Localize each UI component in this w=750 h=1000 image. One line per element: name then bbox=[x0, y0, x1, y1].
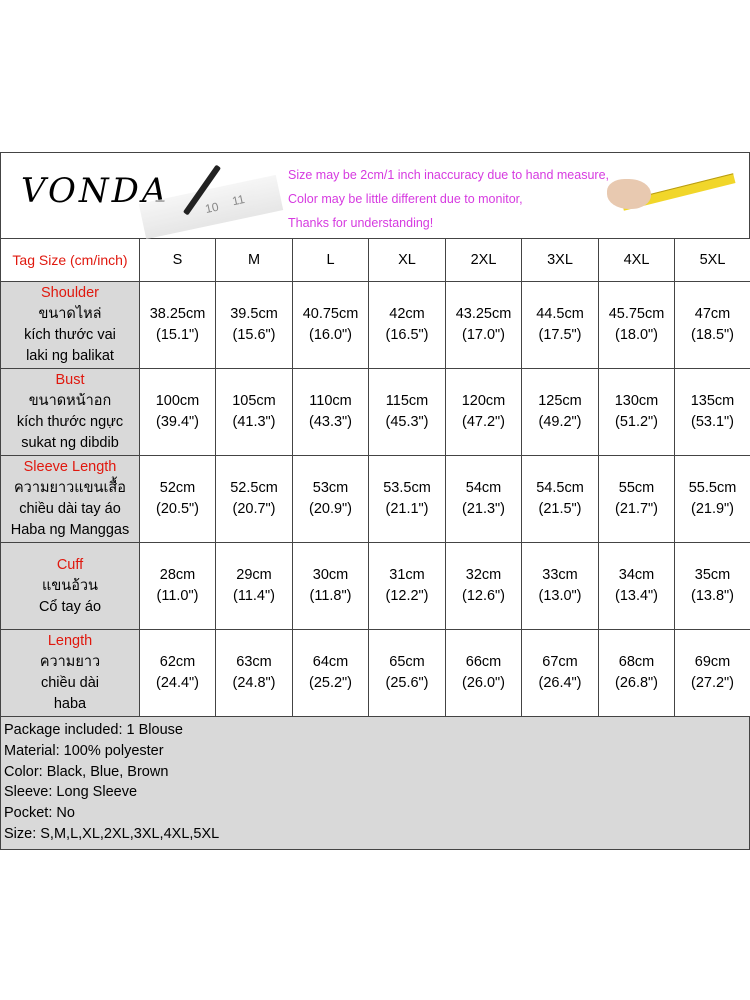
measurement-value bbox=[446, 630, 522, 717]
value-inch: (18.0") bbox=[614, 327, 659, 343]
value-inch: (27.2") bbox=[690, 675, 735, 691]
value-cm: 54.5cm bbox=[536, 480, 584, 496]
measurement-translation: Cổ tay áo bbox=[38, 598, 102, 615]
value-cm: 31cm bbox=[389, 567, 425, 583]
value-cm: 42cm bbox=[389, 306, 425, 322]
measurement-value bbox=[599, 630, 675, 717]
measurement-name: Cuff bbox=[56, 556, 84, 573]
measurement-name: Sleeve Length bbox=[23, 459, 117, 475]
value-cm: 28cm bbox=[159, 567, 196, 583]
value-cm: 45.75cm bbox=[608, 306, 665, 322]
measurement-row bbox=[1, 456, 750, 543]
size-header-cell: XL bbox=[369, 239, 446, 282]
measurement-name: Bust bbox=[55, 372, 85, 388]
measurement-value bbox=[446, 282, 522, 369]
value-inch: (17.5") bbox=[538, 327, 582, 343]
value-cm: 29cm bbox=[236, 567, 272, 583]
info-line: Color: Black, Blue, Brown bbox=[4, 763, 169, 780]
measurement-value bbox=[599, 456, 675, 543]
value-inch: (26.0") bbox=[461, 675, 506, 691]
size-header-row bbox=[1, 239, 750, 282]
value-cm: 100cm bbox=[155, 393, 200, 409]
value-cm: 55.5cm bbox=[688, 480, 737, 496]
value-inch: (53.1") bbox=[690, 414, 735, 430]
size-header-cell: 2XL bbox=[446, 239, 522, 282]
value-cm: 52cm bbox=[159, 480, 196, 496]
value-inch: (11.8") bbox=[309, 588, 352, 604]
measurement-value bbox=[675, 456, 750, 543]
value-inch: (20.9") bbox=[308, 501, 353, 517]
value-cm: 30cm bbox=[312, 567, 349, 583]
measurement-value bbox=[675, 630, 750, 717]
chart-header bbox=[0, 152, 750, 238]
note-line: Color may be little different due to monitor, bbox=[288, 192, 523, 206]
value-inch: (21.7") bbox=[614, 501, 659, 517]
product-info bbox=[0, 717, 750, 850]
value-inch: (21.5") bbox=[538, 501, 582, 517]
value-inch: (17.0") bbox=[461, 327, 506, 343]
measurement-value bbox=[522, 369, 599, 456]
value-inch: (13.8") bbox=[690, 588, 735, 604]
measurement-value bbox=[216, 630, 293, 717]
info-line: Sleeve: Long Sleeve bbox=[4, 784, 138, 801]
measurement-value bbox=[369, 543, 446, 630]
value-cm: 115cm bbox=[385, 393, 429, 409]
value-inch: (21.9") bbox=[690, 501, 735, 517]
measurement-translation: ขนาดหน้าอก bbox=[28, 393, 112, 409]
value-inch: (24.8") bbox=[232, 675, 276, 691]
measurement-translation: haba bbox=[53, 696, 87, 712]
size-chart bbox=[0, 152, 750, 850]
size-table bbox=[0, 238, 750, 717]
measurement-value bbox=[446, 456, 522, 543]
value-inch: (20.5") bbox=[155, 501, 200, 517]
value-inch: (43.3") bbox=[308, 414, 353, 430]
measurement-value bbox=[293, 456, 369, 543]
value-cm: 32cm bbox=[465, 567, 502, 583]
measurement-label bbox=[1, 456, 140, 543]
value-cm: 68cm bbox=[618, 654, 655, 670]
measurement-value bbox=[446, 543, 522, 630]
value-cm: 66cm bbox=[465, 654, 502, 670]
measurement-value bbox=[216, 456, 293, 543]
measurement-value bbox=[140, 456, 216, 543]
measurement-value bbox=[675, 369, 750, 456]
value-cm: 125cm bbox=[538, 393, 582, 409]
measurement-value bbox=[522, 543, 599, 630]
value-inch: (51.2") bbox=[614, 414, 659, 430]
measurement-notes bbox=[288, 163, 609, 235]
value-inch: (26.4") bbox=[538, 675, 582, 691]
value-inch: (20.7") bbox=[232, 501, 276, 517]
value-cm: 69cm bbox=[694, 654, 731, 670]
measurement-value bbox=[140, 543, 216, 630]
measurement-translation: แขนอ้วน bbox=[42, 577, 98, 594]
measurement-translation: ขนาดไหล่ bbox=[38, 306, 102, 322]
measurement-translation: chiều dài bbox=[40, 675, 100, 691]
measurement-translation: kích thước vai bbox=[24, 327, 116, 343]
measurement-translation: ความยาว bbox=[39, 654, 101, 670]
value-inch: (26.8") bbox=[614, 675, 659, 691]
value-cm: 38.25cm bbox=[149, 306, 206, 322]
measurement-value bbox=[293, 630, 369, 717]
value-inch: (15.1") bbox=[155, 327, 200, 343]
measuring-tape-icon bbox=[591, 157, 741, 233]
measurement-label bbox=[1, 282, 140, 369]
measurement-value bbox=[522, 282, 599, 369]
measurement-name: Length bbox=[47, 633, 93, 649]
measurement-label bbox=[1, 630, 140, 717]
measurement-row bbox=[1, 282, 750, 369]
brand-logo: VONDA bbox=[21, 171, 170, 211]
value-inch: (24.4") bbox=[155, 675, 200, 691]
measurement-value bbox=[140, 630, 216, 717]
value-inch: (45.3") bbox=[385, 414, 429, 430]
measurement-value bbox=[369, 369, 446, 456]
measurement-value bbox=[369, 630, 446, 717]
measurement-translation: chiều dài tay áo bbox=[19, 501, 121, 517]
value-inch: (21.3") bbox=[461, 501, 506, 517]
measurement-value bbox=[140, 282, 216, 369]
value-cm: 130cm bbox=[614, 393, 659, 409]
ruler-number: 10 bbox=[203, 199, 220, 217]
value-inch: (16.5") bbox=[385, 327, 429, 343]
measurement-value bbox=[599, 543, 675, 630]
value-cm: 40.75cm bbox=[302, 306, 359, 322]
measurement-value bbox=[522, 456, 599, 543]
value-cm: 105cm bbox=[232, 393, 276, 409]
measurement-value bbox=[599, 282, 675, 369]
measurement-value bbox=[369, 282, 446, 369]
value-inch: (15.6") bbox=[232, 327, 276, 343]
value-cm: 67cm bbox=[542, 654, 578, 670]
size-header-cell: 5XL bbox=[675, 239, 750, 282]
size-header-cell: L bbox=[293, 239, 369, 282]
value-inch: (12.2") bbox=[385, 588, 429, 604]
size-header-cell: M bbox=[216, 239, 293, 282]
value-inch: (49.2") bbox=[538, 414, 582, 430]
measurement-translation: kích thước ngực bbox=[16, 414, 124, 430]
value-cm: 120cm bbox=[461, 393, 506, 409]
value-cm: 62cm bbox=[159, 654, 196, 670]
note-line: Size may be 2cm/1 inch inaccuracy due to hand measure, bbox=[288, 168, 610, 182]
value-inch: (25.6") bbox=[385, 675, 429, 691]
measurement-name: Shoulder bbox=[40, 285, 100, 301]
value-cm: 54cm bbox=[465, 480, 502, 496]
measurement-row bbox=[1, 369, 750, 456]
value-cm: 39.5cm bbox=[230, 306, 278, 322]
size-header-cell: 4XL bbox=[599, 239, 675, 282]
measurement-value bbox=[293, 282, 369, 369]
value-inch: (47.2") bbox=[461, 414, 506, 430]
measurement-value bbox=[216, 369, 293, 456]
measurement-value bbox=[216, 282, 293, 369]
value-cm: 34cm bbox=[618, 567, 655, 583]
value-cm: 63cm bbox=[236, 654, 272, 670]
measurement-row bbox=[1, 630, 750, 717]
hand-icon bbox=[607, 179, 651, 209]
measurement-value bbox=[293, 369, 369, 456]
measurement-value bbox=[369, 456, 446, 543]
size-header-cell: 3XL bbox=[522, 239, 599, 282]
size-header-cell: S bbox=[140, 239, 216, 282]
value-inch: (13.4") bbox=[614, 588, 659, 604]
value-cm: 135cm bbox=[690, 393, 735, 409]
value-inch: (25.2") bbox=[308, 675, 353, 691]
info-line: Material: 100% polyester bbox=[4, 742, 164, 759]
value-cm: 64cm bbox=[312, 654, 349, 670]
measurement-label bbox=[1, 369, 140, 456]
info-line: Pocket: No bbox=[4, 805, 75, 822]
measurement-row bbox=[1, 543, 750, 630]
value-cm: 43.25cm bbox=[455, 306, 512, 322]
value-inch: (12.6") bbox=[461, 588, 506, 604]
note-line: Thanks for understanding! bbox=[288, 216, 434, 230]
measurement-value bbox=[216, 543, 293, 630]
value-cm: 44.5cm bbox=[536, 306, 584, 322]
value-cm: 53cm bbox=[312, 480, 349, 496]
value-cm: 65cm bbox=[389, 654, 425, 670]
tag-size-header: Tag Size (cm/inch) bbox=[1, 239, 140, 282]
measurement-value bbox=[293, 543, 369, 630]
measurement-label bbox=[1, 543, 140, 630]
measurement-translation: sukat ng dibdib bbox=[21, 435, 119, 451]
value-inch: (16.0") bbox=[308, 327, 353, 343]
value-cm: 47cm bbox=[694, 306, 731, 322]
measurement-value bbox=[675, 543, 750, 630]
value-cm: 33cm bbox=[542, 567, 578, 583]
value-inch: (18.5") bbox=[690, 327, 735, 343]
measurement-value bbox=[446, 369, 522, 456]
value-cm: 55cm bbox=[618, 480, 655, 496]
measurement-translation: Haba ng Manggas bbox=[10, 522, 130, 538]
measurement-value bbox=[522, 630, 599, 717]
value-inch: (11.0") bbox=[156, 588, 199, 604]
measurement-value bbox=[599, 369, 675, 456]
measurement-translation: laki ng balikat bbox=[26, 348, 114, 364]
value-inch: (21.1") bbox=[385, 501, 429, 517]
value-cm: 35cm bbox=[694, 567, 731, 583]
measurement-value bbox=[675, 282, 750, 369]
measurement-value bbox=[140, 369, 216, 456]
measurement-translation: ความยาวแขนเสื้อ bbox=[13, 480, 126, 496]
value-inch: (13.0") bbox=[538, 588, 582, 604]
value-inch: (39.4") bbox=[155, 414, 200, 430]
value-cm: 52.5cm bbox=[230, 480, 278, 496]
value-cm: 53.5cm bbox=[383, 480, 431, 496]
value-inch: (11.4") bbox=[233, 588, 275, 604]
value-inch: (41.3") bbox=[232, 414, 276, 430]
info-line: Size: S,M,L,XL,2XL,3XL,4XL,5XL bbox=[4, 825, 220, 842]
info-line: Package included: 1 Blouse bbox=[4, 722, 183, 738]
ruler-number: 11 bbox=[230, 192, 246, 209]
value-cm: 110cm bbox=[309, 393, 352, 409]
